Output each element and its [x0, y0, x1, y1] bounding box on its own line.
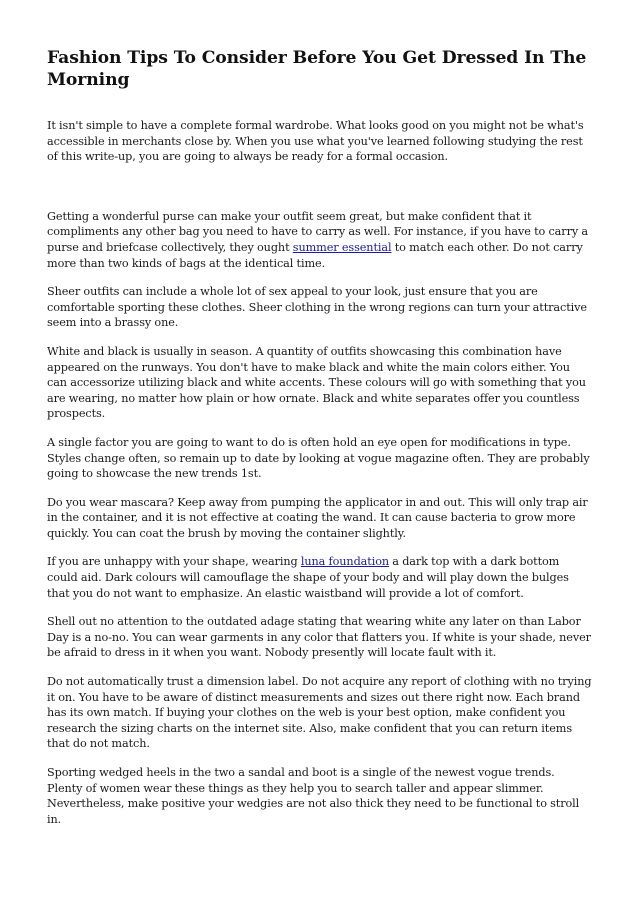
- paragraph-sheer: Sheer outfits can include a whole lot of sex appeal to your look, just ensure that you are comfortable sporting these clothes. Sheer clothing in the wrong regions can turn your attractive seem into a brassy one.: [47, 285, 587, 330]
- paragraph-text: If you are unhappy with your shape, wearing: [47, 555, 301, 569]
- paragraph-intro: It isn't simple to have a complete formal wardrobe. What looks good on you might not be what's accessible in merchants close by. When you use what you've learned following studying the rest of this write-up, you are going to always be ready for a formal occasion.: [47, 119, 584, 164]
- paragraph-trends: A single factor you are going to want to do is often hold an eye open for modifications in type. Styles change often, so remain up to date by looking at vogue magazine often. They are probably going to showcase the new trends 1st.: [47, 435, 590, 481]
- page-title: Fashion Tips To Consider Before You Get Dressed In The Morning: [47, 48, 587, 90]
- document-page: [47, 47, 592, 840]
- luna-foundation-link[interactable]: luna foundation: [300, 555, 390, 569]
- paragraph-labor-day: Shell out no attention to the outdated adage stating that wearing white any later on than Labor Day is a no-no. You can wear garments in any color that flatters you. If white is your shade, never be afraid to dress in it when you want. Nobody presently will locate fault with it.: [47, 615, 591, 660]
- paragraph-text: Getting a wonderful purse can make your outfit seem great, but make confident that it compliments any other bag you need to have to carry as well. For instance, if you have to carry a purse and briefcase collectively, they ought: [47, 209, 588, 254]
- summer-essential-link[interactable]: summer essential: [292, 240, 392, 254]
- paragraph-wedged-heels: Sporting wedged heels in the two a sandal and boot is a single of the newest vogue trends. Plenty of women wear these things as they help you to search taller and appear slimmer. Nevertheless, make positive your wedgies are not also thick they need to be functional to stroll in.: [47, 766, 580, 826]
- paragraph-mascara: Do you wear mascara? Keep away from pumping the applicator in and out. This will only trap air in the container, and it is not effective at coating the wand. It can cause bacteria to grow more quickly. You can coat the brush by moving the container slightly.: [47, 495, 588, 540]
- paragraph-text: to match each other. Do not carry more than two kinds of bags at the identical time.: [47, 240, 583, 270]
- paragraph-black-white: White and black is usually in season. A quantity of outfits showcasing this combination have appeared on the runways. You don't have to make black and white the main colors either. You can accessorize utilizing black and white accents. These colours will go with something that you are wearing, no matter how plain or how ornate. Black and white separates offer you countless prospects.: [47, 344, 586, 421]
- paragraph-shape: [47, 554, 592, 601]
- paragraph-size-label: Do not automatically trust a dimension label. Do not acquire any report of clothing with no trying it on. You have to be aware of distinct measurements and sizes out there right now. Each brand has its own match. If buying your clothes on the web is your best option, make confident you research the sizing charts on the internet site. Also, make confident that you can return items that do not match.: [47, 675, 592, 751]
- paragraph-text: a dark top with a dark bottom could aid. Dark colours will camouflage the shape of your body and will play down the bulges that you do not want to emphasize. An elastic waistband will provide a lot of comfort.: [47, 555, 569, 600]
- paragraph-purse: [47, 209, 592, 271]
